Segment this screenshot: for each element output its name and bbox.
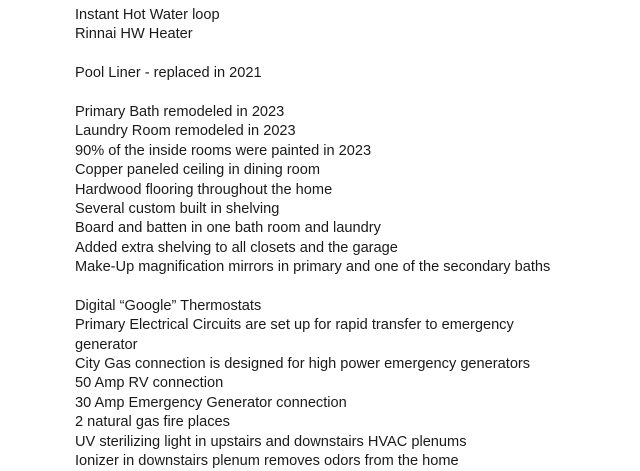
text-line: Added extra shelving to all closets and the garage: [75, 239, 398, 256]
text-line: 50 Amp RV connection: [75, 375, 224, 392]
blank-line: [75, 45, 635, 64]
text-line: 2 natural gas fire places: [75, 414, 230, 431]
text-line: Primary Electrical Circuits are set up for rapid transfer to emergency: [75, 317, 514, 334]
text-line: UV sterilizing light in upstairs and downstairs HVAC plenums: [75, 433, 467, 450]
text-line: Instant Hot Water loop: [75, 7, 220, 23]
text-line: generator: [75, 336, 138, 353]
text-line: 90% of the inside rooms were painted in 2023: [75, 142, 372, 159]
text-line: Primary Bath remodeled in 2023: [75, 103, 285, 120]
text-line: Pool Liner - replaced in 2021: [75, 65, 262, 82]
text-line: Ionizer in downstairs plenum removes odors from the home: [75, 452, 459, 469]
document-body: [75, 6, 635, 471]
text-line: 30 Amp Emergency Generator connection: [75, 394, 347, 411]
blank-line: [75, 277, 635, 296]
text-line: Make-Up magnification mirrors in primary and one of the secondary baths: [75, 259, 551, 276]
text-line: Digital “Google” Thermostats: [75, 297, 262, 314]
text-line: Laundry Room remodeled in 2023: [75, 123, 296, 140]
text-line: City Gas connection is designed for high power emergency generators: [75, 356, 531, 373]
text-line: Several custom built in shelving: [75, 200, 280, 217]
text-line: Board and batten in one bath room and laundry: [75, 220, 381, 237]
text-line: Copper paneled ceiling in dining room: [75, 162, 321, 179]
text-line: Hardwood flooring throughout the home: [75, 181, 333, 198]
blank-line: [75, 84, 635, 103]
text-line: Rinnai HW Heater: [75, 26, 193, 43]
